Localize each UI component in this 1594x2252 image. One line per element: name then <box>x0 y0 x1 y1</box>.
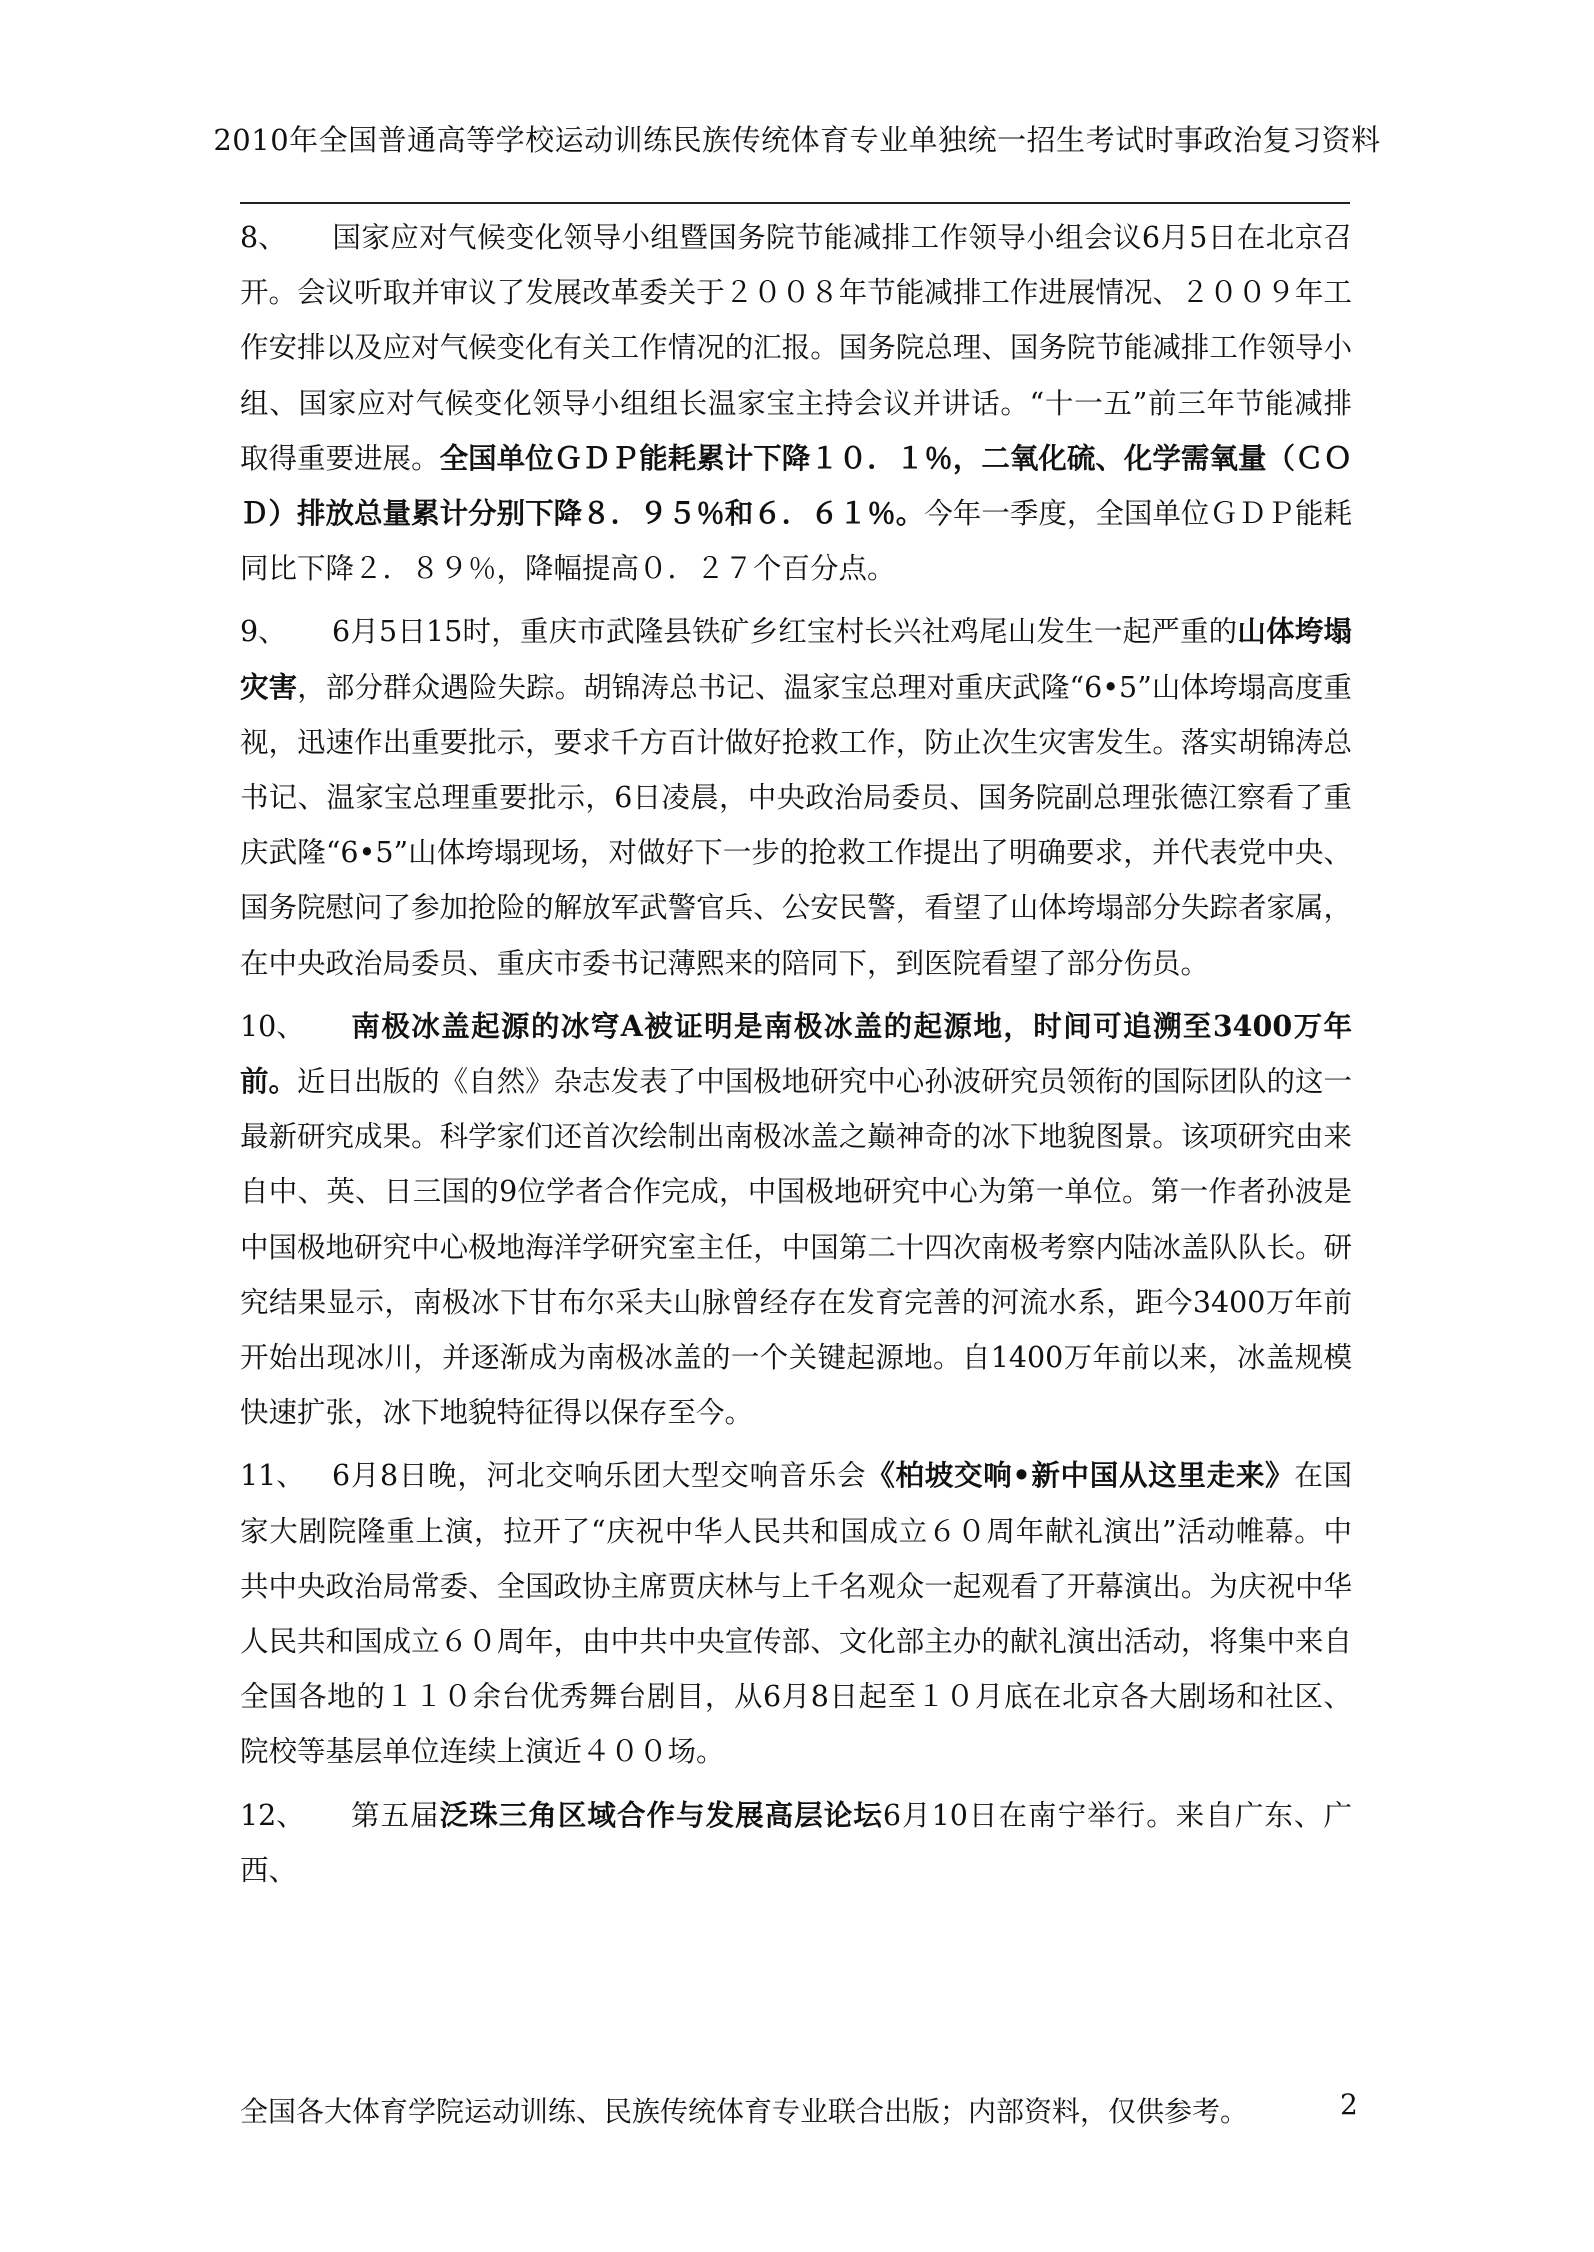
item-number: 11、 <box>240 1459 305 1493</box>
page-footer-text: 全国各大体育学院运动训练、民族传统体育专业联合出版；内部资料，仅供参考。 <box>240 2095 1249 2128</box>
item-text: 今年一季度，全国单位ＧＤＰ能耗同比下降２．８９％，降幅提高０．２７个百分点。 <box>240 497 1352 586</box>
item-text: 6月10日在南宁举行。来自广东、广西、 <box>240 1798 1352 1887</box>
item-text: 国家应对气候变化领导小组暨国务院节能减排工作领导小组会议6月5日在北京召开。会议听取并审议了发展改革委关于２００８年节能减排工作进展情况、２００９年工作安排以及应对气候变化有关工作情况的汇报。国务院总理、国务院节能减排工作领导小组、国家应对气候变化领导小组组长温家宝主持会议并讲话。“十一五”前三年节能减排取得重要进展。 <box>240 221 1352 475</box>
item-text: 6月8日晚，河北交响乐团大型交响音乐会 <box>332 1459 867 1493</box>
item-text: 在国家大剧院隆重上演，拉开了“庆祝中华人民共和国成立６０周年献礼演出”活动帷幕。中共中央政治局常委、全国政协主席贾庆林与上千名观众一起观看了开幕演出。为庆祝中华人民共和国成立６０周年，由中共中央宣传部、文化部主办的献礼演出活动，将集中来自全国各地的１１０余台优秀舞台剧目，从6月8日起至１０月底在北京各大剧场和社区、院校等基层单位连续上演近４００场。 <box>240 1459 1352 1769</box>
item-text: 近日出版的《自然》杂志发表了中国极地研究中心孙波研究员领衔的国际团队的这一最新研究成果。科学家们还首次绘制出南极冰盖之巅神奇的冰下地貌图景。该项研究由来自中、英、日三国的9位学者合作完成，中国极地研究中心为第一单位。第一作者孙波是中国极地研究中心极地海洋学研究室主任，中国第二十四次南极考察内陆冰盖队队长。研究结果显示，南极冰下甘布尔采夫山脉曾经存在发育完善的河流水系，距今3400万年前开始出现冰川，并逐渐成为南极冰盖的一个关键起源地。自1400万年前以来，冰盖规模快速扩张，冰下地貌特征得以保存至今。 <box>240 1065 1352 1430</box>
page-number: 2 <box>1340 2088 1358 2121</box>
item-text-bold: 泛珠三角区域合作与发展高层论坛 <box>439 1797 883 1832</box>
header-divider <box>240 202 1350 204</box>
item-text-bold: 南极冰盖起源的冰穹A被证明是南极冰盖的起源地，时间可追溯至3400万年前。 <box>240 1008 1352 1099</box>
item-text-bold: 山体垮塌灾害 <box>240 614 1352 704</box>
item-number: 9、 <box>240 615 287 649</box>
news-item-10 <box>240 999 1352 1441</box>
item-text: 6月5日15时，重庆市武隆县铁矿乡红宝村长兴社鸡尾山发生一起严重的 <box>332 615 1238 649</box>
news-item-9 <box>240 604 1352 990</box>
item-text: ，部分群众遇险失踪。胡锦涛总书记、温家宝总理对重庆武隆“6•5”山体垮塌高度重视，迅速作出重要批示，要求千方百计做好抢救工作，防止次生灾害发生。落实胡锦涛总书记、温家宝总理重要批示，6日凌晨，中央政治局委员、国务院副总理张德江察看了重庆武隆“6•5”山体垮塌现场，对做好下一步的抢救工作提出了明确要求，并代表党中央、国务院慰问了参加抢险的解放军武警官兵、公安民警，看望了山体垮塌部分失踪者家属，在中央政治局委员、重庆市委书记薄熙来的陪同下，到医院看望了部分伤员。 <box>240 670 1352 980</box>
news-item-8 <box>240 210 1352 596</box>
item-text-bold: 全国单位ＧＤＰ能耗累计下降１０．１％，二氧化硫、化学需氧量（ＣＯＤ）排放总量累计分别下降８．９５％和６．６１％。 <box>240 440 1352 531</box>
item-text: 第五届 <box>350 1798 440 1832</box>
document-body <box>240 210 1352 1898</box>
item-text-bold: 《柏坡交响•新中国从这里走来》 <box>866 1458 1295 1493</box>
item-number: 10、 <box>240 1009 305 1043</box>
news-item-11 <box>240 1448 1352 1779</box>
page-header-title: 2010年全国普通高等学校运动训练民族传统体育专业单独统一招生考试时事政治复习资料 <box>213 123 1381 157</box>
news-item-12 <box>240 1788 1352 1898</box>
item-number: 12、 <box>240 1798 305 1832</box>
item-number: 8、 <box>240 221 287 254</box>
